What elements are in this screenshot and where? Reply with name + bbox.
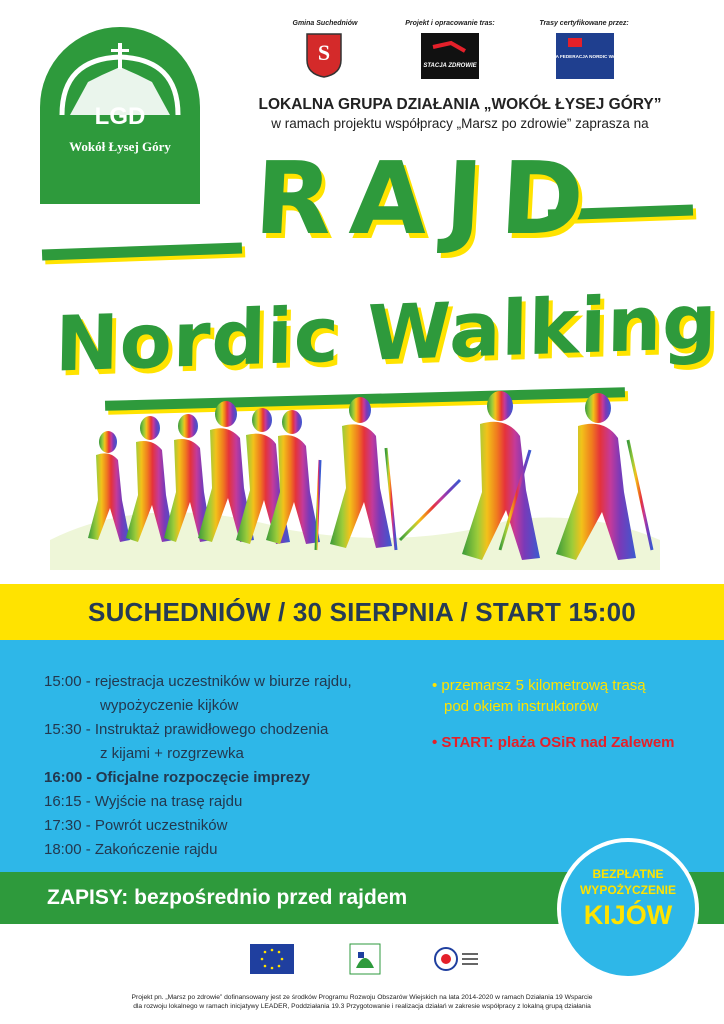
- partner-label-gmina: Gmina Suchedniów: [292, 20, 358, 27]
- crest-letter: S: [317, 40, 331, 65]
- gmina-crest-icon: [305, 32, 343, 78]
- prow-logo: [432, 944, 482, 974]
- organizer-name: LOKALNA GRUPA DZIAŁANIA „WOKÓŁ ŁYSEJ GÓRY”: [258, 96, 662, 113]
- badge-text: [561, 866, 695, 898]
- schedule-item: 18:00 - Zakończenie rajdu: [44, 841, 218, 858]
- schedule-item: z kijami + rozgrzewka: [100, 745, 244, 762]
- stacja-zdrowie-text: STACJA ZDROWIE: [423, 63, 477, 69]
- walkers-illustration: [30, 380, 680, 585]
- schedule-list: [44, 670, 352, 862]
- lgd-logo: [40, 27, 200, 204]
- badge-kijow: KIJÓW: [583, 900, 673, 930]
- footer-line: Projekt pn. „Marsz po zdrowie” dofinansowany jest ze środków Programu Rozwoju Obszarów Wiejskich na lata 2014-2020 w ramach Działania 19 Wsparcie: [131, 994, 593, 1001]
- badge-line: BEZPŁATNE: [592, 867, 664, 881]
- badge-line: WYPOŻYCZENIE: [579, 883, 676, 897]
- pfnw-text: POLSKA FEDERACJA NORDIC WALKING: [539, 54, 631, 59]
- title-nordic-walking: Nordic Walking: [54, 276, 719, 389]
- partner-label-design: Projekt i opracowanie tras:: [405, 20, 495, 27]
- schedule-item: 16:00 - Oficjalne rozpoczęcie imprezy: [44, 769, 310, 786]
- title-rajd: RAJD: [251, 140, 605, 257]
- free-poles-badge: [557, 838, 699, 980]
- route-info: [432, 675, 646, 717]
- schedule-item: 17:30 - Powrót uczestników: [44, 817, 228, 834]
- leader-logo: [350, 944, 380, 974]
- pfnw-logo: [539, 33, 631, 79]
- partner-label-cert: Trasy certyfikowane przez:: [539, 20, 629, 27]
- stacja-zdrowie-logo: [421, 33, 479, 79]
- signup-text: ZAPISY: bezpośrednio przed rajdem: [47, 886, 408, 909]
- schedule-item: wypożyczenie kijków: [100, 697, 239, 714]
- route-info-line: pod okiem instruktorów: [444, 698, 599, 715]
- funding-footer: [40, 993, 684, 1011]
- organizer-subtitle: w ramach projektu współpracy „Marsz po zdrowie” zaprasza na: [271, 116, 649, 131]
- event-date-place: SUCHEDNIÓW / 30 SIERPNIA / START 15:00: [88, 597, 636, 627]
- start-location: • START: plaża OSiR nad Zalewem: [432, 734, 675, 751]
- title-dash-left: [42, 243, 242, 261]
- logo-name: Wokół Łysej Góry: [69, 139, 171, 154]
- footer-line: dla rozwoju lokalnego w ramach inicjatywy LEADER, Poddziałania 19.3 Przygotowanie i realizacja działań w zakresie współpracy z lokalną grupą działania: [133, 1003, 591, 1010]
- logo-abbr: LGD: [94, 103, 146, 130]
- schedule-item: 16:15 - Wyjście na trasę rajdu: [44, 793, 243, 810]
- route-info-line: • przemarsz 5 kilometrową trasą: [432, 677, 646, 694]
- event-banner: [0, 584, 724, 640]
- schedule-item: 15:30 - Instruktaż prawidłowego chodzenia: [44, 721, 329, 738]
- eu-flag-logo: [250, 944, 294, 974]
- schedule-item: 15:00 - rejestracja uczestników w biurze rajdu,: [44, 673, 352, 690]
